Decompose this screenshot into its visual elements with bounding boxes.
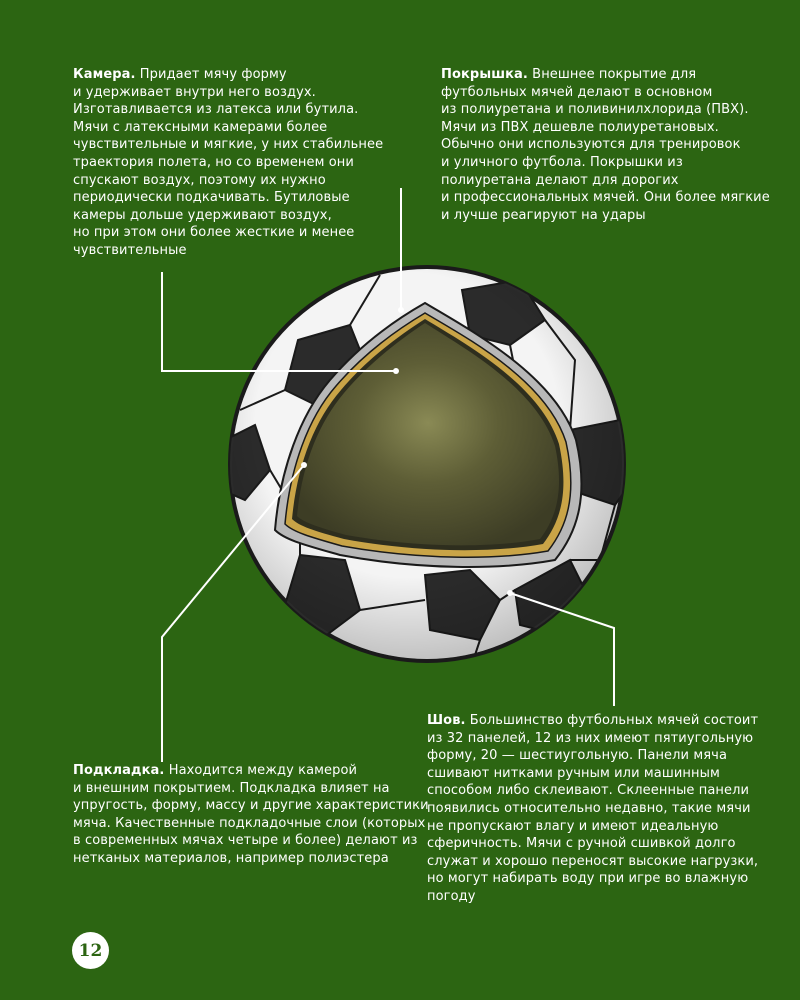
caption-shov: Шов. Большинство футбольных мячей состоит из 32 панелей, 12 из них имеют пятиугольную форму, 20 — шестиугольную. Панели мяча сшивают нитками ручным или машинным способом либо склеивают. Склеенные панели появились относительно недавно, такие мячи не пропускают влагу и имеют идеальную сферичность. Мячи с ручной сшивкой долго служат и хорошо переносят высокие нагрузки, но могут набирать воду при игре во влажную погоду [427,713,759,904]
caption-podkladka: Подкладка. Находится между камерой и внешним покрытием. Подкладка влияет на упругость, форму, массу и другие характеристики мяча. Качественные подкладочные слои (которых в современных мячах четыре и более) делают из нетканых материалов, например полиэстера [73,763,429,866]
caption-title: Подкладка. [73,763,165,778]
caption-title: Шов. [427,713,466,728]
callout-dot [398,307,404,313]
caption-title: Покрышка. [441,67,528,82]
page-number: 12 [72,932,109,969]
caption-pokryshka: Покрышка. Внешнее покрытие для футбольных мячей делают в основном из полиуретана и поливинилхлорида (ПВХ). Мячи из ПВХ дешевле полиуретановых. Обычно они используются для тренировок и уличного футбола. Покрышки из полиуретана делают для дорогих и профессиональных мячей. Они более мягкие и лучше реагируют на удары [441,67,770,223]
callout-dot [301,462,307,468]
callout-dot [393,368,399,374]
callout-dot [507,590,513,596]
caption-kamera: Камера. Придает мячу форму и удерживает внутри него воздух. Изготавливается из латекса или бутила. Мячи с латексными камерами более чувствительные и мягкие, у них стабильнее траектория полета, но со временем они спускают воздух, поэтому их нужно периодически подкачивать. Бутиловые камеры дольше удерживают воздух, но при этом они более жесткие и менее чувствительные [73,67,384,258]
caption-title: Камера. [73,67,136,82]
